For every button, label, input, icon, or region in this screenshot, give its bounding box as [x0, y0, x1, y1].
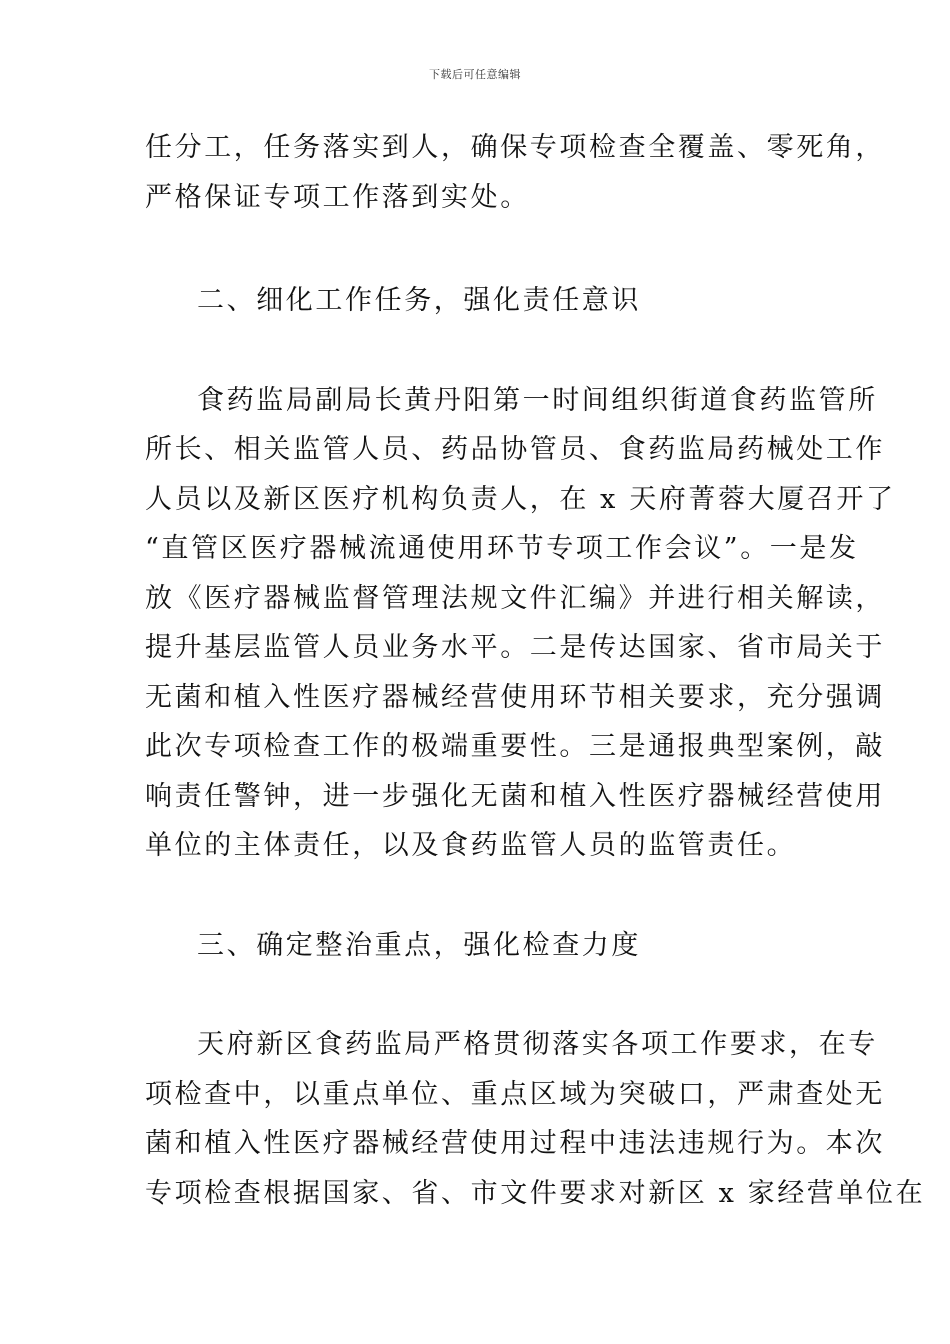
body-line-12: 单位的主体责任，以及食药监管人员的监管责任。 — [145, 830, 797, 861]
body-line-6: “直管区医疗器械流通使用环节专项工作会议”。一是发 — [145, 533, 859, 564]
body-line-15: 菌和植入性医疗器械经营使用过程中违法违规行为。本次 — [145, 1128, 885, 1159]
body-line-11: 响责任警钟，进一步强化无菌和植入性医疗器械经营使用 — [145, 781, 885, 812]
section-heading-2: 二、细化工作任务，强化责任意识 — [197, 285, 641, 316]
section-heading-3: 三、确定整治重点，强化检查力度 — [197, 930, 641, 961]
body-line-4: 所长、相关监管人员、药品协管员、食药监局药械处工作 — [145, 434, 885, 465]
body-line-9: 无菌和植入性医疗器械经营使用环节相关要求，充分强调 — [145, 682, 885, 713]
body-line-8: 提升基层监管人员业务水平。二是传达国家、省市局关于 — [145, 632, 885, 663]
body-line-3: 食药监局副局长黄丹阳第一时间组织街道食药监管所 — [197, 385, 878, 416]
page-header: 下载后可任意编辑 — [429, 68, 521, 81]
body-line-2: 严格保证专项工作落到实处。 — [145, 182, 530, 213]
body-line-14: 项检查中，以重点单位、重点区域为突破口，严肃查处无 — [145, 1079, 885, 1110]
body-line-5: 人员以及新区医疗机构负责人，在 x 天府菁蓉大厦召开了 — [145, 484, 896, 515]
body-line-7: 放《医疗器械监督管理法规文件汇编》并进行相关解读， — [145, 583, 885, 614]
body-line-1: 任分工，任务落实到人，确保专项检查全覆盖、零死角， — [145, 132, 885, 163]
body-line-13: 天府新区食药监局严格贯彻落实各项工作要求，在专 — [197, 1029, 878, 1060]
body-line-16: 专项检查根据国家、省、市文件要求对新区 x 家经营单位在 — [145, 1178, 926, 1209]
body-line-10: 此次专项检查工作的极端重要性。三是通报典型案例，敲 — [145, 731, 885, 762]
